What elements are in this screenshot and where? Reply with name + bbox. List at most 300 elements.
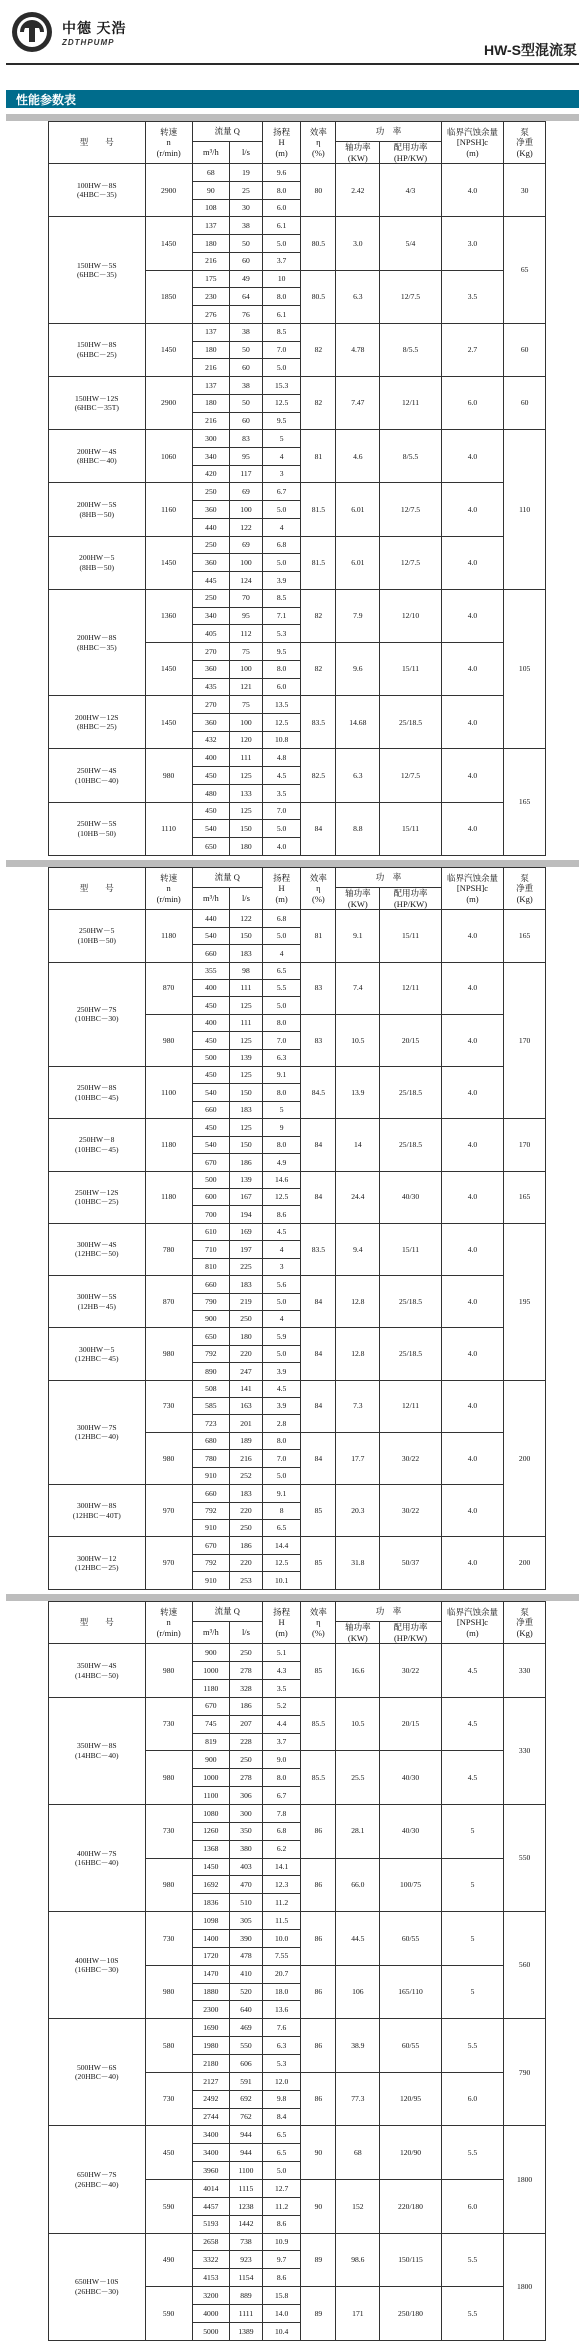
motor-power-cell: 165/110 [380, 1965, 441, 2019]
model-name: 250HW－5S [76, 819, 117, 829]
head-cell: 6.3 [262, 1049, 300, 1066]
column-header-model: 型 号 [49, 1602, 146, 1644]
flow-ls-cell: 470 [230, 1876, 263, 1894]
motor-power-cell: 25/18.5 [380, 1067, 441, 1119]
table-row [49, 1697, 546, 1715]
flow-ls-cell: 250 [230, 1751, 263, 1769]
spec-table [48, 1601, 546, 2341]
model-name: 300HW－5S [76, 1292, 117, 1302]
flow-m3h-cell: 5193 [192, 2215, 229, 2233]
flow-ls-cell: 124 [230, 572, 263, 590]
head-cell: 6.0 [262, 678, 300, 696]
table-row [49, 1171, 546, 1188]
motor-power-cell: 20/15 [380, 1697, 441, 1751]
head-cell: 8.4 [262, 2108, 300, 2126]
head-cell: 5 [262, 1101, 300, 1118]
column-header-flow-m3h: m³/h [192, 142, 229, 164]
flow-m3h-cell: 340 [192, 448, 229, 466]
speed-cell: 980 [145, 1014, 192, 1066]
flow-m3h-cell: 360 [192, 554, 229, 572]
model-name: 400HW－10S [75, 1955, 119, 1965]
shaft-power-cell: 12.8 [336, 1276, 380, 1328]
head-cell: 12.5 [262, 1189, 300, 1206]
flow-m3h-cell: 660 [192, 1485, 229, 1502]
head-cell: 5.6 [262, 1276, 300, 1293]
efficiency-cell: 84.5 [301, 1067, 336, 1119]
flow-ls-cell: 69 [230, 483, 263, 501]
npsh-cell: 5.5 [441, 2287, 504, 2341]
model-name: 650HW－7S [76, 2170, 117, 2180]
weight-cell: 560 [504, 1912, 546, 2019]
weight-unit: (Kg) [516, 893, 533, 904]
model-cell [49, 1912, 146, 2019]
flow-ls-cell: 591 [230, 2072, 263, 2090]
model-alt-name: (4HBC－35) [76, 190, 117, 200]
flow-ls-cell: 219 [230, 1293, 263, 1310]
model-cell [49, 536, 146, 589]
table-row [49, 962, 546, 979]
motor-power-cell: 40/30 [380, 1171, 441, 1223]
head-cell: 10.9 [262, 2233, 300, 2251]
flow-ls-cell: 738 [230, 2233, 263, 2251]
column-header-head [262, 1602, 300, 1644]
head-cell: 6.5 [262, 962, 300, 979]
flow-m3h-cell: 780 [192, 1450, 229, 1467]
section-bar [6, 90, 579, 108]
column-header-flow: 流量 Q [192, 122, 262, 142]
flow-ls-cell: 64 [230, 288, 263, 306]
motor-power-cell: 25/18.5 [380, 1119, 441, 1171]
npsh-cell: 5.5 [441, 2233, 504, 2287]
table-row [49, 1328, 546, 1345]
flow-m3h-cell: 3400 [192, 2144, 229, 2162]
speed-cell: 1180 [145, 910, 192, 962]
flow-m3h-cell: 2127 [192, 2072, 229, 2090]
flow-ls-cell: 139 [230, 1171, 263, 1188]
flow-m3h-cell: 440 [192, 910, 229, 927]
flow-ls-cell: 70 [230, 589, 263, 607]
motor-power-cell: 15/11 [380, 802, 441, 855]
column-header-motor-power: 配用功率(HP/KW) [380, 888, 441, 910]
shaft-power-cell: 7.4 [336, 962, 380, 1014]
flow-m3h-cell: 792 [192, 1502, 229, 1519]
speed-symbol: n [166, 137, 171, 148]
head-cell: 9.5 [262, 643, 300, 661]
flow-ls-cell: 122 [230, 518, 263, 536]
motor-power-cell: 25/18.5 [380, 696, 441, 749]
speed-cell: 450 [145, 2126, 192, 2180]
shaft-power-cell: 8.8 [336, 802, 380, 855]
flow-ls-cell: 133 [230, 784, 263, 802]
table-row [49, 2233, 546, 2251]
flow-ls-cell: 250 [230, 1520, 263, 1537]
pump-logo-icon [10, 10, 54, 54]
flow-ls-cell: 278 [230, 1662, 263, 1680]
head-symbol: H [278, 137, 285, 148]
head-cell: 7.0 [262, 1450, 300, 1467]
head-cell: 7.55 [262, 1947, 300, 1965]
npsh-cell: 4.0 [441, 749, 504, 802]
weight-cell: 195 [504, 1223, 546, 1380]
motor-power-cell: 15/11 [380, 1223, 441, 1275]
flow-m3h-cell: 5000 [192, 2322, 229, 2340]
head-cell: 4 [262, 1310, 300, 1327]
model-alt-name: (12HBC－40) [75, 1432, 119, 1442]
motor-power-cell: 120/90 [380, 2126, 441, 2180]
head-cell: 5.0 [262, 927, 300, 944]
column-header-shaft-power: 轴功率(KW) [336, 142, 380, 164]
model-cell [49, 1328, 146, 1380]
column-header-motor-power: 配用功率(HP/KW) [380, 1622, 441, 1644]
npsh-label: 临界汽蚀余量 [446, 126, 498, 137]
flow-ls-cell: 139 [230, 1049, 263, 1066]
head-cell: 9.5 [262, 412, 300, 430]
flow-m3h-cell: 810 [192, 1258, 229, 1275]
efficiency-cell: 86 [301, 1858, 336, 1912]
speed-cell: 490 [145, 2233, 192, 2287]
head-cell: 8.0 [262, 1769, 300, 1787]
shaft-power-cell: 9.1 [336, 910, 380, 962]
flow-m3h-cell: 1100 [192, 1787, 229, 1805]
flow-m3h-cell: 910 [192, 1572, 229, 1589]
flow-ls-cell: 1238 [230, 2197, 263, 2215]
head-cell: 3.5 [262, 1679, 300, 1697]
flow-ls-cell: 100 [230, 660, 263, 678]
flow-ls-cell: 250 [230, 1644, 263, 1662]
head-cell: 12.3 [262, 1876, 300, 1894]
head-cell: 5 [262, 430, 300, 448]
flow-ls-cell: 220 [230, 1345, 263, 1362]
weight-unit: (Kg) [516, 147, 533, 158]
shaft-power-cell: 13.9 [336, 1067, 380, 1119]
head-cell: 4.0 [262, 838, 300, 856]
weight-cell: 330 [504, 1697, 546, 1804]
shaft-power-cell: 6.3 [336, 749, 380, 802]
head-cell: 3 [262, 1258, 300, 1275]
motor-power-cell: 250/180 [380, 2287, 441, 2341]
head-cell: 8.0 [262, 1084, 300, 1101]
head-cell: 11.2 [262, 2197, 300, 2215]
model-cell [49, 483, 146, 536]
model-alt-name: (8HB－50) [79, 562, 115, 572]
flow-ls-cell: 125 [230, 1067, 263, 1084]
weight-label-2: 净重 [516, 1617, 534, 1628]
npsh-symbol: [NPSH]c [456, 883, 489, 894]
brand-name: 中德 天浩 [62, 22, 127, 37]
flow-m3h-cell: 2744 [192, 2108, 229, 2126]
column-header-flow-ls: l/s [230, 888, 263, 910]
flow-m3h-cell: 792 [192, 1554, 229, 1571]
spec-table [48, 867, 546, 1590]
efficiency-cell: 84 [301, 1276, 336, 1328]
head-cell: 13.5 [262, 696, 300, 714]
flow-ls-cell: 183 [230, 1276, 263, 1293]
flow-ls-cell: 189 [230, 1432, 263, 1449]
flow-ls-cell: 125 [230, 1032, 263, 1049]
flow-m3h-cell: 1000 [192, 1769, 229, 1787]
head-cell: 6.5 [262, 1520, 300, 1537]
flow-m3h-cell: 1098 [192, 1912, 229, 1930]
table-row [49, 323, 546, 341]
motor-power-cell: 60/55 [380, 2019, 441, 2073]
model-cell [49, 323, 146, 376]
flow-m3h-cell: 3400 [192, 2126, 229, 2144]
flow-m3h-cell: 108 [192, 199, 229, 217]
flow-m3h-cell: 137 [192, 217, 229, 235]
head-cell: 4.4 [262, 1715, 300, 1733]
speed-cell: 730 [145, 1912, 192, 1966]
npsh-cell: 4.0 [441, 483, 504, 536]
model-alt-name: (20HBC－40) [75, 2072, 119, 2082]
table-row [49, 1276, 546, 1293]
efficiency-cell: 86 [301, 1965, 336, 2019]
flow-m3h-cell: 400 [192, 979, 229, 996]
head-cell: 11.2 [262, 1894, 300, 1912]
speed-unit: (r/min) [156, 893, 181, 904]
table-row [49, 536, 546, 554]
column-header-head [262, 122, 300, 164]
motor-power-cell: 30/22 [380, 1485, 441, 1537]
flow-ls-cell: 150 [230, 1084, 263, 1101]
flow-m3h-cell: 3322 [192, 2251, 229, 2269]
speed-cell: 980 [145, 1751, 192, 1805]
flow-m3h-cell: 1980 [192, 2037, 229, 2055]
flow-ls-cell: 122 [230, 910, 263, 927]
table-row [49, 1223, 546, 1240]
model-cell [49, 1171, 146, 1223]
flow-m3h-cell: 600 [192, 1189, 229, 1206]
npsh-label: 临界汽蚀余量 [446, 872, 498, 883]
npsh-cell: 5.5 [441, 2126, 504, 2180]
head-cell: 5.5 [262, 979, 300, 996]
head-cell: 6.7 [262, 483, 300, 501]
motor-power-cell: 15/11 [380, 643, 441, 696]
efficiency-cell: 82 [301, 589, 336, 642]
shaft-power-cell: 25.5 [336, 1751, 380, 1805]
model-name: 200HW－12S [75, 712, 119, 722]
flow-m3h-cell: 540 [192, 1136, 229, 1153]
model-alt-name: (10HBC－45) [75, 1092, 119, 1102]
flow-m3h-cell: 137 [192, 377, 229, 395]
flow-m3h-cell: 3960 [192, 2162, 229, 2180]
head-cell: 3.5 [262, 784, 300, 802]
npsh-cell: 4.0 [441, 1380, 504, 1432]
model-alt-name: (8HBC－35) [76, 642, 117, 652]
model-cell [49, 1276, 146, 1328]
speed-cell: 980 [145, 749, 192, 802]
head-cell: 4.9 [262, 1154, 300, 1171]
speed-cell: 1360 [145, 589, 192, 642]
head-cell: 5.0 [262, 554, 300, 572]
flow-ls-cell: 180 [230, 1328, 263, 1345]
speed-cell: 580 [145, 2019, 192, 2073]
model-name: 250HW－5 [79, 926, 115, 936]
model-alt-name: (12HBC－50) [75, 1249, 119, 1259]
flow-m3h-cell: 432 [192, 731, 229, 749]
flow-ls-cell: 19 [230, 164, 263, 182]
head-cell: 9.6 [262, 164, 300, 182]
npsh-cell: 4.5 [441, 1697, 504, 1751]
flow-ls-cell: 410 [230, 1965, 263, 1983]
column-header-speed [145, 868, 192, 910]
speed-cell: 590 [145, 2180, 192, 2234]
weight-label-2: 净重 [516, 137, 534, 148]
model-cell [49, 430, 146, 483]
weight-cell: 60 [504, 377, 546, 430]
flow-m3h-cell: 660 [192, 945, 229, 962]
column-header-npsh [441, 1602, 504, 1644]
flow-ls-cell: 186 [230, 1697, 263, 1715]
flow-ls-cell: 220 [230, 1502, 263, 1519]
efficiency-cell: 85 [301, 1537, 336, 1589]
flow-m3h-cell: 890 [192, 1363, 229, 1380]
flow-ls-cell: 328 [230, 1679, 263, 1697]
flow-m3h-cell: 450 [192, 1067, 229, 1084]
head-cell: 8.0 [262, 1136, 300, 1153]
column-header-power: 功 率 [336, 868, 441, 888]
table-row [49, 483, 546, 501]
head-cell: 9 [262, 1119, 300, 1136]
efficiency-cell: 80.5 [301, 217, 336, 270]
column-header-motor-power: 配用功率(HP/KW) [380, 142, 441, 164]
flow-ls-cell: 390 [230, 1930, 263, 1948]
motor-power-cell: 5/4 [380, 217, 441, 270]
flow-ls-cell: 121 [230, 678, 263, 696]
speed-cell: 1450 [145, 323, 192, 376]
npsh-cell: 4.0 [441, 696, 504, 749]
flow-ls-cell: 125 [230, 1119, 263, 1136]
efficiency-cell: 84 [301, 1328, 336, 1380]
model-name: 300HW－4S [76, 1239, 117, 1249]
head-cell: 8.6 [262, 1206, 300, 1223]
weight-cell: 550 [504, 1804, 546, 1911]
column-header-speed [145, 122, 192, 164]
flow-ls-cell: 1115 [230, 2180, 263, 2198]
head-cell: 5.1 [262, 1644, 300, 1662]
flow-ls-cell: 50 [230, 341, 263, 359]
motor-power-cell: 15/11 [380, 910, 441, 962]
speed-cell: 1450 [145, 696, 192, 749]
flow-ls-cell: 111 [230, 979, 263, 996]
flow-m3h-cell: 180 [192, 394, 229, 412]
model-name: 200HW－4S [76, 446, 117, 456]
shaft-power-cell: 9.6 [336, 643, 380, 696]
motor-power-cell: 120/95 [380, 2072, 441, 2126]
head-cell: 10 [262, 270, 300, 288]
speed-label: 转速 [160, 126, 178, 137]
head-cell: 3.9 [262, 1398, 300, 1415]
model-name: 150HW－12S [75, 393, 119, 403]
flow-m3h-cell: 2658 [192, 2233, 229, 2251]
flow-ls-cell: 95 [230, 607, 263, 625]
model-alt-name: (10HB－50) [77, 828, 116, 838]
model-name: 250HW－7S [76, 1004, 117, 1014]
head-cell: 12.5 [262, 1554, 300, 1571]
flow-m3h-cell: 792 [192, 1345, 229, 1362]
model-cell [49, 1223, 146, 1275]
speed-cell: 590 [145, 2287, 192, 2341]
head-cell: 12.5 [262, 394, 300, 412]
motor-power-cell: 220/180 [380, 2180, 441, 2234]
head-cell: 3.7 [262, 1733, 300, 1751]
head-cell: 5.0 [262, 2162, 300, 2180]
head-label: 扬程 [273, 126, 291, 137]
head-cell: 7.1 [262, 607, 300, 625]
model-name: 250HW－12S [75, 1187, 119, 1197]
flow-ls-cell: 50 [230, 394, 263, 412]
motor-power-cell: 12/7.5 [380, 270, 441, 323]
head-cell: 8.0 [262, 1014, 300, 1031]
section-separator [6, 860, 579, 867]
npsh-cell: 5 [441, 1965, 504, 2019]
model-cell [49, 377, 146, 430]
head-cell: 6.3 [262, 2037, 300, 2055]
model-cell [49, 910, 146, 962]
flow-m3h-cell: 230 [192, 288, 229, 306]
npsh-cell: 4.0 [441, 962, 504, 1014]
model-alt-name: (12HB－45) [77, 1301, 116, 1311]
model-alt-name: (6HBC－25) [76, 349, 117, 359]
head-cell: 4 [262, 448, 300, 466]
speed-unit: (r/min) [156, 147, 181, 158]
flow-m3h-cell: 723 [192, 1415, 229, 1432]
motor-power-cell: 50/37 [380, 1537, 441, 1589]
model-name: 250HW－8S [76, 1083, 117, 1093]
shaft-power-cell: 68 [336, 2126, 380, 2180]
efficiency-cell: 89 [301, 2287, 336, 2341]
efficiency-cell: 89 [301, 2233, 336, 2287]
column-header-head [262, 868, 300, 910]
npsh-cell: 5 [441, 1804, 504, 1858]
model-alt-name: (12HBC－45) [75, 1354, 119, 1363]
head-cell: 4 [262, 518, 300, 536]
flow-ls-cell: 1154 [230, 2269, 263, 2287]
efficiency-symbol: η [316, 883, 321, 894]
head-cell: 5.0 [262, 1293, 300, 1310]
efficiency-cell: 86 [301, 2072, 336, 2126]
shaft-power-cell: 4.6 [336, 430, 380, 483]
head-label: 扬程 [273, 872, 291, 883]
weight-cell: 60 [504, 323, 546, 376]
weight-cell: 165 [504, 910, 546, 962]
flow-ls-cell: 83 [230, 430, 263, 448]
flow-m3h-cell: 500 [192, 1049, 229, 1066]
head-cell: 3.9 [262, 1363, 300, 1380]
page-header [0, 0, 585, 70]
flow-ls-cell: 141 [230, 1380, 263, 1397]
shaft-power-cell: 16.6 [336, 1644, 380, 1698]
column-header-shaft-power: 轴功率(KW) [336, 888, 380, 910]
efficiency-cell: 83 [301, 1014, 336, 1066]
shaft-power-cell: 28.1 [336, 1804, 380, 1858]
model-name: 400HW－7S [76, 1848, 117, 1858]
head-cell: 6.0 [262, 199, 300, 217]
efficiency-cell: 82 [301, 643, 336, 696]
npsh-cell: 4.5 [441, 1644, 504, 1698]
shaft-power-cell: 77.3 [336, 2072, 380, 2126]
weight-cell: 330 [504, 1644, 546, 1698]
efficiency-cell: 84 [301, 1171, 336, 1223]
flow-ls-cell: 111 [230, 1014, 263, 1031]
shaft-power-cell: 10.5 [336, 1697, 380, 1751]
head-cell: 9.1 [262, 1067, 300, 1084]
speed-cell: 730 [145, 1697, 192, 1751]
flow-m3h-cell: 90 [192, 181, 229, 199]
shaft-power-cell: 7.3 [336, 1380, 380, 1432]
motor-power-cell: 12/11 [380, 377, 441, 430]
flow-ls-cell: 923 [230, 2251, 263, 2269]
head-cell: 5.0 [262, 820, 300, 838]
